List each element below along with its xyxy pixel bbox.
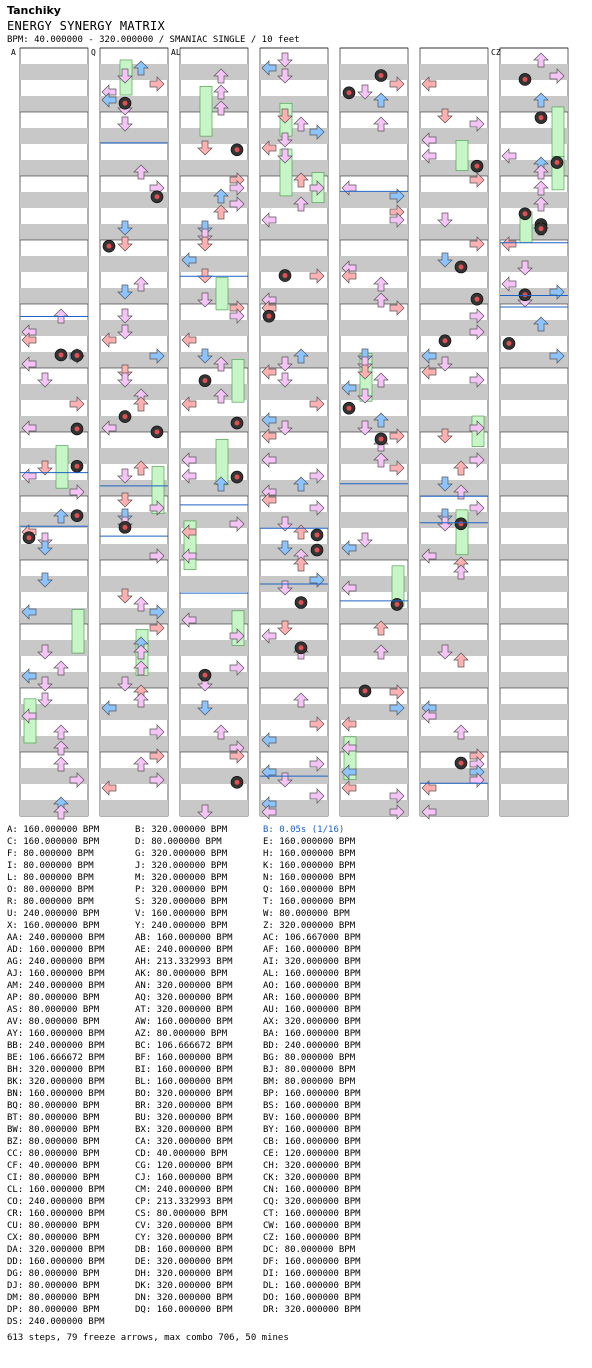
measure-stripe	[340, 352, 408, 368]
mine-core	[523, 292, 528, 297]
bpm-entry: AZ: 80.000000 BPM	[135, 1029, 228, 1039]
measure-stripe	[180, 704, 248, 720]
measure-stripe	[340, 480, 408, 496]
measure-stripe	[500, 800, 568, 816]
bpm-entry: DJ: 80.000000 BPM	[7, 1281, 100, 1291]
mine-core	[283, 273, 288, 278]
bpm-entry: B: 0.05s (1/16)	[263, 825, 345, 835]
mine-core	[523, 77, 528, 82]
measure-stripe	[180, 64, 248, 80]
measure-stripe	[100, 640, 168, 656]
bpm-entry: BU: 320.000000 BPM	[135, 1113, 233, 1123]
bpm-entry: AL: 160.000000 BPM	[263, 969, 361, 979]
bpm-entry: AB: 160.000000 BPM	[135, 933, 233, 943]
bpm-entry: BA: 160.000000 BPM	[263, 1029, 361, 1039]
measure-stripe	[500, 672, 568, 688]
bpm-entry: H: 160.000000 BPM	[263, 849, 356, 859]
chart-column-5	[340, 48, 408, 819]
bpm-entry: BB: 240.000000 BPM	[7, 1041, 105, 1051]
bpm-entry: BR: 320.000000 BPM	[135, 1101, 233, 1111]
freeze-arrow	[232, 359, 244, 402]
bpm-entry: AN: 320.000000 BPM	[135, 981, 233, 991]
bpm-entry: CY: 320.000000 BPM	[135, 1233, 233, 1243]
bpm-entry: M: 320.000000 BPM	[135, 873, 228, 883]
bpm-entry: CD: 40.000000 BPM	[135, 1149, 228, 1159]
measure-stripe	[500, 640, 568, 656]
chart-column-3	[171, 48, 248, 819]
bpm-entry: AS: 80.000000 BPM	[7, 1005, 100, 1015]
bpm-entry: CR: 160.000000 BPM	[7, 1209, 105, 1219]
bpm-entry: DF: 160.000000 BPM	[263, 1257, 361, 1267]
bpm-entry: CM: 240.000000 BPM	[135, 1185, 233, 1195]
mine-core	[395, 602, 400, 607]
measure-stripe	[500, 256, 568, 272]
bpm-entry: BL: 160.000000 BPM	[135, 1077, 233, 1087]
bpm-entry: CJ: 160.000000 BPM	[135, 1173, 233, 1183]
bpm-entry: V: 160.000000 BPM	[135, 909, 228, 919]
freeze-arrow	[24, 699, 36, 743]
bpm-entry: CT: 160.000000 BPM	[263, 1209, 361, 1219]
measure-stripe	[20, 96, 88, 112]
measure-stripe	[500, 448, 568, 464]
freeze-arrow	[200, 86, 212, 136]
measure-stripe	[100, 448, 168, 464]
measure-stripe	[20, 800, 88, 816]
mine-core	[267, 314, 272, 319]
bpm-entry: AF: 160.000000 BPM	[263, 945, 361, 955]
measure-stripe	[500, 576, 568, 592]
measure-stripe	[500, 544, 568, 560]
bpm-entry: DG: 80.000000 BPM	[7, 1269, 100, 1279]
measure-stripe	[180, 128, 248, 144]
measure-stripe	[100, 576, 168, 592]
bpm-entry: BJ: 80.000000 BPM	[263, 1065, 356, 1075]
bpm-entry: BW: 80.000000 BPM	[7, 1125, 100, 1135]
bpm-entry: BN: 160.000000 BPM	[7, 1089, 105, 1099]
measure-stripe	[20, 128, 88, 144]
bpm-entry: AO: 160.000000 BPM	[263, 981, 361, 991]
bpm-entry: F: 80.000000 BPM	[7, 849, 94, 859]
bpm-entry: CA: 320.000000 BPM	[135, 1137, 233, 1147]
bpm-entry: DQ: 160.000000 BPM	[135, 1305, 233, 1315]
bpm-entry: AD: 160.000000 BPM	[7, 945, 105, 955]
bpm-entry: CP: 213.332993 BPM	[135, 1197, 233, 1207]
bpm-entry: BT: 80.000000 BPM	[7, 1113, 100, 1123]
measure-stripe	[340, 320, 408, 336]
bpm-entry: AA: 240.000000 BPM	[7, 933, 105, 943]
mine-core	[379, 73, 384, 78]
measure-stripe	[20, 224, 88, 240]
mine-core	[459, 521, 464, 526]
bpm-entry: BK: 320.000000 BPM	[7, 1077, 105, 1087]
bpm-entry: R: 80.000000 BPM	[7, 897, 94, 907]
measure-stripe	[260, 608, 328, 624]
measure-stripe	[500, 736, 568, 752]
bpm-entry: DI: 160.000000 BPM	[263, 1269, 361, 1279]
mine-core	[475, 297, 480, 302]
measure-stripe	[420, 192, 488, 208]
bpm-entry: CS: 80.000000 BPM	[135, 1209, 228, 1219]
bpm-entry: CQ: 320.000000 BPM	[263, 1197, 361, 1207]
bpm-entry: B: 320.000000 BPM	[135, 825, 228, 835]
measure-stripe	[420, 256, 488, 272]
chart-column-7	[491, 48, 568, 816]
bpm-entry: CW: 160.000000 BPM	[263, 1221, 361, 1231]
bpm-entry: Z: 320.000000 BPM	[263, 921, 356, 931]
mine-core	[123, 101, 128, 106]
measure-stripe	[420, 480, 488, 496]
measure-stripe	[20, 544, 88, 560]
bpm-entry: I: 80.000000 BPM	[7, 861, 94, 871]
measure-stripe	[100, 672, 168, 688]
measure-stripe	[180, 224, 248, 240]
column-marker: Q	[91, 48, 96, 57]
bpm-entry: BM: 80.000000 BPM	[263, 1077, 356, 1087]
measure-stripe	[420, 640, 488, 656]
measure-stripe	[500, 480, 568, 496]
chart-subtitle: BPM: 40.000000 - 320.000000 / SMANIAC SINGLE / 10 feet	[7, 35, 300, 45]
bpm-entry: D: 80.000000 BPM	[135, 837, 222, 847]
measure-stripe	[500, 192, 568, 208]
bpm-entry: CC: 80.000000 BPM	[7, 1149, 100, 1159]
measure-stripe	[180, 96, 248, 112]
mine-core	[363, 688, 368, 693]
mine-core	[507, 341, 512, 346]
mine-core	[315, 548, 320, 553]
measure-stripe	[260, 640, 328, 656]
column-marker: AL	[171, 48, 181, 57]
measure-stripe	[260, 352, 328, 368]
mine-core	[235, 147, 240, 152]
mine-core	[123, 525, 128, 530]
bpm-entry: DB: 160.000000 BPM	[135, 1245, 233, 1255]
column-marker: A	[11, 48, 16, 57]
bpm-entry: AX: 320.000000 BPM	[263, 1017, 361, 1027]
bpm-entry: AI: 320.000000 BPM	[263, 957, 361, 967]
bpm-entry: BH: 320.000000 BPM	[7, 1065, 105, 1075]
mine-core	[75, 464, 80, 469]
measure-stripe	[180, 800, 248, 816]
measure-stripe	[20, 160, 88, 176]
bpm-entry: S: 320.000000 BPM	[135, 897, 228, 907]
mine-core	[203, 673, 208, 678]
measure-stripe	[100, 288, 168, 304]
mine-core	[347, 90, 352, 95]
mine-core	[299, 600, 304, 605]
measure-stripe	[20, 576, 88, 592]
bpm-entry: O: 80.000000 BPM	[7, 885, 94, 895]
bpm-entry: CN: 160.000000 BPM	[263, 1185, 361, 1195]
bpm-entry: E: 160.000000 BPM	[263, 837, 356, 847]
bpm-entry: AC: 106.667000 BPM	[263, 933, 361, 943]
bpm-entry: DL: 160.000000 BPM	[263, 1281, 361, 1291]
freeze-arrow	[456, 140, 468, 170]
measure-stripe	[260, 224, 328, 240]
freeze-arrow	[552, 107, 564, 156]
bpm-entry: BG: 80.000000 BPM	[263, 1053, 356, 1063]
mine-core	[75, 353, 80, 358]
measure-stripe	[340, 128, 408, 144]
bpm-entry: AK: 80.000000 BPM	[135, 969, 228, 979]
mine-core	[75, 513, 80, 518]
chart-column-1	[11, 48, 88, 819]
bpm-entry: CX: 80.000000 BPM	[7, 1233, 100, 1243]
bpm-entry: AR: 160.000000 BPM	[263, 993, 361, 1003]
mine-core	[539, 115, 544, 120]
bpm-entry: CZ: 160.000000 BPM	[263, 1233, 361, 1243]
author-name: Tanchiky	[7, 4, 61, 17]
measure-stripe	[420, 64, 488, 80]
measure-stripe	[180, 576, 248, 592]
bpm-entry: K: 160.000000 BPM	[263, 861, 356, 871]
mine-core	[123, 414, 128, 419]
bpm-entry: BE: 106.666672 BPM	[7, 1053, 105, 1063]
mine-core	[315, 532, 320, 537]
measure-stripe	[100, 224, 168, 240]
bpm-entry: W: 80.000000 BPM	[263, 909, 350, 919]
bpm-entry: BZ: 80.000000 BPM	[7, 1137, 100, 1147]
bpm-entry: AM: 240.000000 BPM	[7, 981, 105, 991]
chart-summary: 613 steps, 79 freeze arrows, max combo 706, 50 mines	[7, 1333, 289, 1343]
measure-stripe	[500, 704, 568, 720]
freeze-arrow	[216, 278, 228, 310]
measure-stripe	[100, 384, 168, 400]
bpm-entry: BO: 320.000000 BPM	[135, 1089, 233, 1099]
mine-core	[299, 645, 304, 650]
measure-stripe	[100, 128, 168, 144]
measure-stripe	[260, 96, 328, 112]
bpm-entry: CB: 160.000000 BPM	[263, 1137, 361, 1147]
bpm-entry: AG: 240.000000 BPM	[7, 957, 105, 967]
mine-core	[475, 164, 480, 169]
bpm-entry: AY: 160.000000 BPM	[7, 1029, 105, 1039]
mine-core	[459, 761, 464, 766]
bpm-entry: BP: 160.000000 BPM	[263, 1089, 361, 1099]
mine-core	[523, 211, 528, 216]
measure-stripe	[500, 768, 568, 784]
bpm-entry: DP: 80.000000 BPM	[7, 1305, 100, 1315]
measure-stripe	[100, 160, 168, 176]
freeze-arrow	[456, 510, 468, 555]
mine-core	[539, 226, 544, 231]
measure-stripe	[260, 672, 328, 688]
bpm-entry: AT: 320.000000 BPM	[135, 1005, 233, 1015]
bpm-entry: CI: 80.000000 BPM	[7, 1173, 100, 1183]
mine-core	[59, 352, 64, 357]
bpm-entry: CL: 160.000000 BPM	[7, 1185, 105, 1195]
bpm-entry: CK: 320.000000 BPM	[263, 1173, 361, 1183]
bpm-entry: P: 320.000000 BPM	[135, 885, 228, 895]
chart-column-6	[420, 48, 488, 819]
measure-stripe	[260, 320, 328, 336]
measure-stripe	[100, 320, 168, 336]
bpm-entry: AE: 240.000000 BPM	[135, 945, 233, 955]
bpm-entry: CV: 320.000000 BPM	[135, 1221, 233, 1231]
mine-core	[379, 436, 384, 441]
bpm-entry: AJ: 160.000000 BPM	[7, 969, 105, 979]
bpm-entry: DD: 160.000000 BPM	[7, 1257, 105, 1267]
bpm-entry: G: 320.000000 BPM	[135, 849, 228, 859]
mine-core	[459, 264, 464, 269]
bpm-entry: U: 240.000000 BPM	[7, 909, 100, 919]
bpm-entry: BF: 160.000000 BPM	[135, 1053, 233, 1063]
measure-stripe	[420, 96, 488, 112]
measure-stripe	[500, 320, 568, 336]
bpm-entry: BI: 160.000000 BPM	[135, 1065, 233, 1075]
bpm-entry: AH: 213.332993 BPM	[135, 957, 233, 967]
measure-stripe	[20, 256, 88, 272]
bpm-entry: T: 160.000000 BPM	[263, 897, 356, 907]
mine-core	[443, 338, 448, 343]
measure-stripe	[100, 256, 168, 272]
mine-core	[27, 535, 32, 540]
bpm-entry: BD: 240.000000 BPM	[263, 1041, 361, 1051]
bpm-entry: BQ: 80.000000 BPM	[7, 1101, 100, 1111]
bpm-entry: L: 80.000000 BPM	[7, 873, 94, 883]
measure-stripe	[420, 672, 488, 688]
bpm-entry: Q: 160.000000 BPM	[263, 885, 356, 895]
mine-core	[235, 780, 240, 785]
bpm-entry: AW: 160.000000 BPM	[135, 1017, 233, 1027]
bpm-entry: DR: 320.000000 BPM	[263, 1305, 361, 1315]
mine-core	[203, 378, 208, 383]
mine-core	[75, 426, 80, 431]
mine-core	[555, 160, 560, 165]
freeze-arrow	[56, 446, 68, 489]
mine-core	[235, 475, 240, 480]
bpm-entry: CE: 120.000000 BPM	[263, 1149, 361, 1159]
bpm-entry: Y: 240.000000 BPM	[135, 921, 228, 931]
bpm-entry: BC: 106.666672 BPM	[135, 1041, 233, 1051]
bpm-entry: DM: 80.000000 BPM	[7, 1293, 100, 1303]
mine-core	[155, 194, 160, 199]
chart-column-4	[260, 48, 328, 819]
measure-stripe	[500, 512, 568, 528]
bpm-entry: DH: 320.000000 BPM	[135, 1269, 233, 1279]
bpm-entry: DK: 320.000000 BPM	[135, 1281, 233, 1291]
measure-stripe	[500, 224, 568, 240]
song-title: ENERGY SYNERGY MATRIX	[7, 19, 166, 33]
measure-stripe	[20, 288, 88, 304]
bpm-entry: DA: 320.000000 BPM	[7, 1245, 105, 1255]
mine-core	[347, 406, 352, 411]
bpm-entry: CO: 240.000000 BPM	[7, 1197, 105, 1207]
mine-core	[235, 421, 240, 426]
bpm-entry: CF: 40.000000 BPM	[7, 1161, 100, 1171]
measure-stripe	[340, 512, 408, 528]
bpm-entry: DE: 320.000000 BPM	[135, 1257, 233, 1267]
chart-column-2	[91, 48, 168, 816]
bpm-entry: A: 160.000000 BPM	[7, 825, 100, 835]
bpm-entry: BX: 320.000000 BPM	[135, 1125, 233, 1135]
bpm-entry: DO: 160.000000 BPM	[263, 1293, 361, 1303]
bpm-entry: BV: 160.000000 BPM	[263, 1113, 361, 1123]
bpm-entry: CH: 320.000000 BPM	[263, 1161, 361, 1171]
column-marker: CZ	[491, 48, 501, 57]
mine-core	[107, 244, 112, 249]
bpm-entry: CU: 80.000000 BPM	[7, 1221, 100, 1231]
measure-stripe	[500, 608, 568, 624]
measure-stripe	[100, 800, 168, 816]
bpm-entry: AU: 160.000000 BPM	[263, 1005, 361, 1015]
freeze-arrow	[72, 610, 84, 653]
bpm-entry: DC: 80.000000 BPM	[263, 1245, 356, 1255]
measure-stripe	[340, 640, 408, 656]
measure-stripe	[340, 160, 408, 176]
measure-stripe	[420, 608, 488, 624]
measure-stripe	[20, 192, 88, 208]
bpm-entry: AV: 80.000000 BPM	[7, 1017, 100, 1027]
mine-core	[155, 429, 160, 434]
bpm-entry: N: 160.000000 BPM	[263, 873, 356, 883]
bpm-entry: AP: 80.000000 BPM	[7, 993, 100, 1003]
measure-stripe	[500, 384, 568, 400]
measure-stripe	[500, 416, 568, 432]
bpm-entry: AQ: 320.000000 BPM	[135, 993, 233, 1003]
bpm-entry: DS: 240.000000 BPM	[7, 1317, 105, 1327]
bpm-entry: CG: 120.000000 BPM	[135, 1161, 233, 1171]
measure-stripe	[420, 576, 488, 592]
bpm-entry: C: 160.000000 BPM	[7, 837, 100, 847]
bpm-entry: BS: 160.000000 BPM	[263, 1101, 361, 1111]
bpm-entry: BY: 160.000000 BPM	[263, 1125, 361, 1135]
measure-stripe	[20, 64, 88, 80]
bpm-entry: J: 320.000000 BPM	[135, 861, 228, 871]
bpm-entry: DN: 320.000000 BPM	[135, 1293, 233, 1303]
bpm-entry: X: 160.000000 BPM	[7, 921, 100, 931]
